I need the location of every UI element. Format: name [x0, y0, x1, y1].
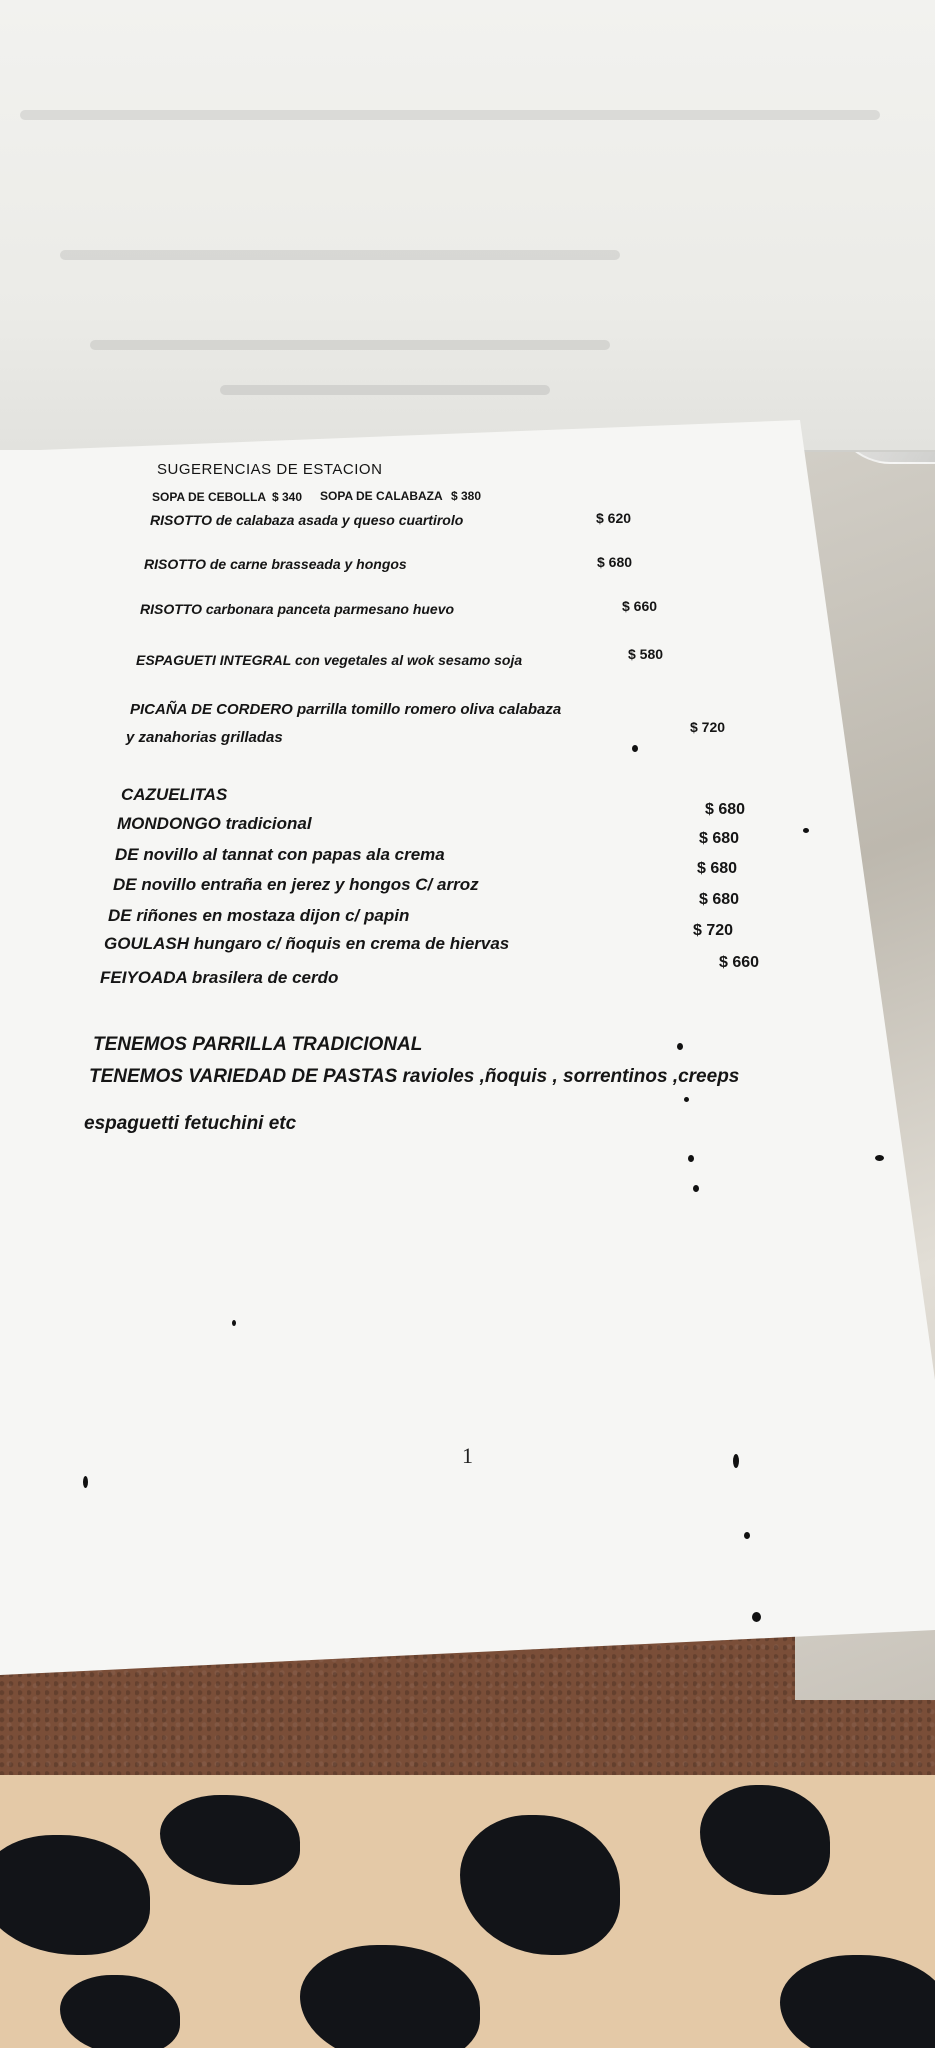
fabric-pattern	[0, 1835, 150, 1955]
cazuela-price: $ 680	[697, 860, 738, 877]
soup-item: SOPA DE CEBOLLA	[152, 490, 267, 504]
dish-name: ESPAGUETI INTEGRAL con vegetales al wok sesamo soja	[136, 652, 523, 668]
ink-speck	[875, 1155, 884, 1161]
cazuela-price: $ 680	[699, 830, 740, 847]
dish-name: RISOTTO de carne brasseada y hongos	[144, 556, 407, 572]
soup-price: $ 340	[272, 490, 303, 504]
footer-note: espaguetti fetuchini etc	[84, 1113, 297, 1134]
bleed-through-text	[90, 340, 610, 350]
fabric-pattern	[460, 1815, 620, 1955]
fabric-pattern	[160, 1795, 300, 1885]
ink-speck	[688, 1155, 694, 1162]
ink-speck	[232, 1320, 236, 1326]
dish-name: RISOTTO carbonara panceta parmesano huevo	[140, 601, 455, 617]
fabric-pattern	[300, 1945, 480, 2048]
dish-name: RISOTTO de calabaza asada y queso cuartirolo	[150, 512, 464, 528]
fabric-pattern	[780, 1955, 935, 2048]
folded-page-top	[0, 0, 935, 452]
cazuela-price: $ 680	[699, 891, 740, 908]
footer-note: TENEMOS VARIEDAD DE PASTAS ravioles ,ñoquis , sorrentinos ,creeps	[89, 1066, 740, 1087]
cazuela-item: GOULASH hungaro c/ ñoquis en crema de hiervas	[104, 934, 510, 953]
cazuela-item: DE novillo entraña en jerez y hongos C/ arroz	[113, 875, 479, 894]
dish-price: $ 580	[628, 646, 664, 662]
section-heading: CAZUELITAS	[121, 785, 228, 804]
patterned-fabric	[0, 1775, 935, 2048]
dish-price: $ 680	[597, 554, 633, 570]
dish-name: PICAÑA DE CORDERO parrilla tomillo romero oliva calabaza	[130, 701, 562, 718]
footer-note: TENEMOS PARRILLA TRADICIONAL	[93, 1034, 423, 1055]
cazuela-item: DE novillo al tannat con papas ala crema	[115, 845, 445, 864]
ink-speck	[752, 1612, 761, 1622]
cazuela-item: MONDONGO tradicional	[117, 814, 312, 833]
soup-item: SOPA DE CALABAZA	[320, 489, 443, 503]
cazuela-price: $ 680	[705, 801, 746, 818]
ink-speck	[803, 828, 809, 833]
fabric-pattern	[60, 1975, 180, 2048]
dish-name: y zanahorias grilladas	[126, 729, 283, 746]
dish-price: $ 660	[622, 598, 658, 614]
menu-heading: SUGERENCIAS DE ESTACION	[157, 461, 383, 478]
dish-price: $ 620	[596, 510, 632, 526]
ink-speck	[733, 1454, 739, 1468]
dish-price: $ 720	[690, 719, 726, 735]
bleed-through-text	[60, 250, 620, 260]
ink-speck	[693, 1185, 699, 1192]
ink-speck	[684, 1097, 689, 1102]
ink-speck	[83, 1476, 88, 1488]
ink-speck	[677, 1043, 683, 1050]
cazuela-item: DE riñones en mostaza dijon c/ papin	[108, 906, 410, 925]
soup-price: $ 380	[451, 489, 482, 503]
ink-speck	[744, 1532, 750, 1539]
cazuela-item: FEIYOADA brasilera de cerdo	[100, 968, 339, 987]
bleed-through-text	[20, 110, 880, 120]
ink-speck	[632, 745, 638, 752]
cazuela-price: $ 660	[719, 954, 760, 971]
cazuela-price: $ 720	[693, 922, 734, 939]
page-number: 1	[462, 1443, 473, 1468]
bleed-through-text	[220, 385, 550, 395]
fabric-pattern	[700, 1785, 830, 1895]
